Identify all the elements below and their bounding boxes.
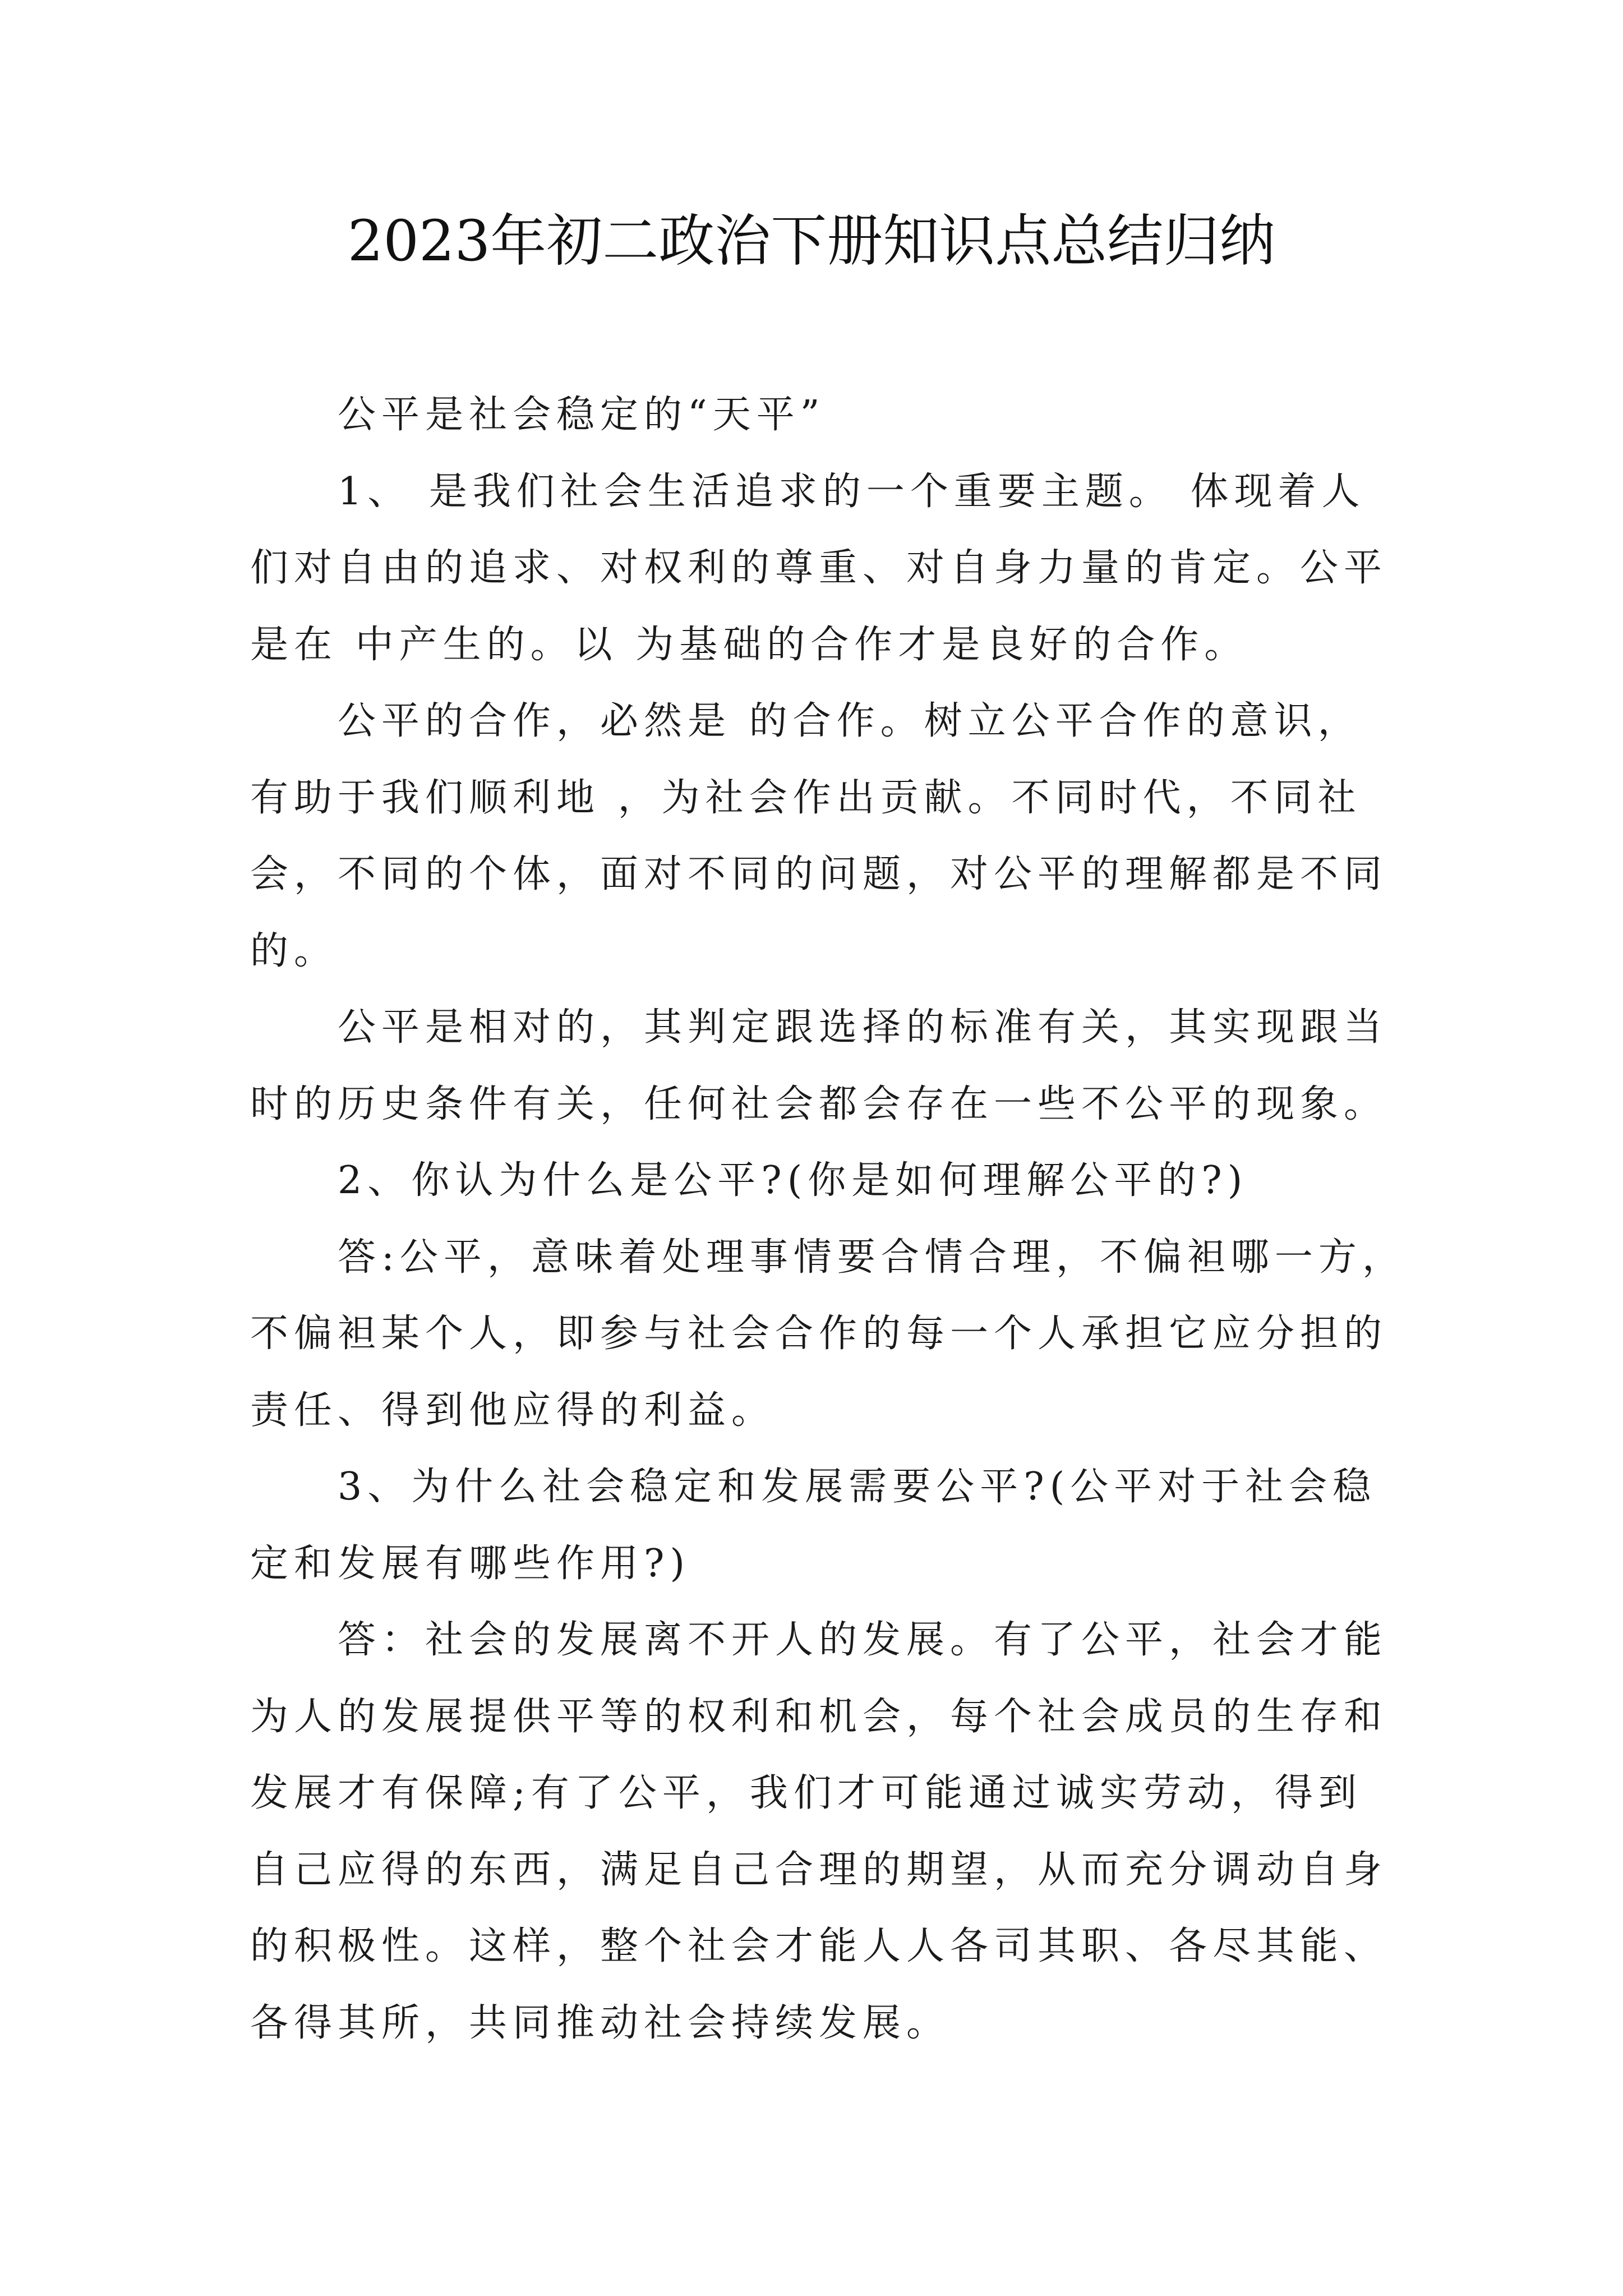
- answer-paragraph: [250, 1220, 1484, 1450]
- paragraph-line: 责任、得到他应得的利益。: [250, 1388, 776, 1433]
- paragraph: [250, 377, 1484, 454]
- paragraph-line: 发展才有保障;有了公平，我们才可能通过诚实劳动，得到: [250, 1771, 1362, 1815]
- paragraph: [250, 683, 1484, 990]
- paragraph-line: 会，不同的个体，面对不同的问题，对公平的理解都是不同: [250, 852, 1388, 896]
- paragraph-line: 有助于我们顺利地 ，为社会作出贡献。不同时代，不同社: [250, 775, 1362, 820]
- paragraph-line: 为人的发展提供平等的权利和机会，每个社会成员的生存和: [250, 1694, 1388, 1739]
- paragraph-line: 时的历史条件有关，任何社会都会存在一些不公平的现象。: [250, 1082, 1388, 1126]
- document-title: 2023年初二政治下册知识点总结归纳: [347, 208, 1276, 274]
- paragraph-line: 各得其所，共同推动社会持续发展。: [250, 2000, 951, 2045]
- question-paragraph: [250, 1449, 1484, 1602]
- paragraph: [250, 990, 1484, 1143]
- paragraph-line: 的积极性。这样，整个社会才能人人各司其职、各尽其能、: [250, 1924, 1388, 1968]
- paragraph-line: 是在 中产生的。以 为基础的合作才是良好的合作。: [250, 622, 1248, 667]
- paragraph-line: 答:公平，意味着处理事情要合情合理，不偏袒哪一方，: [338, 1235, 1406, 1280]
- question-paragraph: [250, 1143, 1484, 1220]
- paragraph-line: 不偏袒某个人，即参与社会合作的每一个人承担它应分担的: [250, 1312, 1388, 1356]
- paragraph-line: 3、为什么社会稳定和发展需要公平?(公平对于社会稳: [338, 1465, 1377, 1509]
- paragraph-line: 自己应得的东西，满足自己合理的期望，从而充分调动自身: [250, 1847, 1388, 1892]
- paragraph-line: 定和发展有哪些作用?): [250, 1541, 690, 1586]
- paragraph-line: 公平是社会稳定的“天平”: [338, 393, 826, 437]
- paragraph-line: 公平是相对的，其判定跟选择的标准有关，其实现跟当: [338, 1005, 1388, 1050]
- paragraph-line: 们对自由的追求、对权利的尊重、对自身力量的肯定。公平: [250, 546, 1388, 590]
- document-body: [250, 377, 1484, 2062]
- paragraph-line: 公平的合作，必然是 的合作。树立公平合作的意识，: [338, 699, 1362, 743]
- paragraph-line: 的。: [250, 928, 338, 973]
- paragraph-line: 1、 是我们社会生活追求的一个重要主题。 体现着人: [338, 469, 1366, 514]
- answer-paragraph: [250, 1602, 1484, 2062]
- paragraph: [250, 454, 1484, 684]
- paragraph-line: 2、你认为什么是公平?(你是如何理解公平的?): [338, 1158, 1248, 1203]
- paragraph-line: 答：社会的发展离不开人的发展。有了公平，社会才能: [338, 1618, 1388, 1662]
